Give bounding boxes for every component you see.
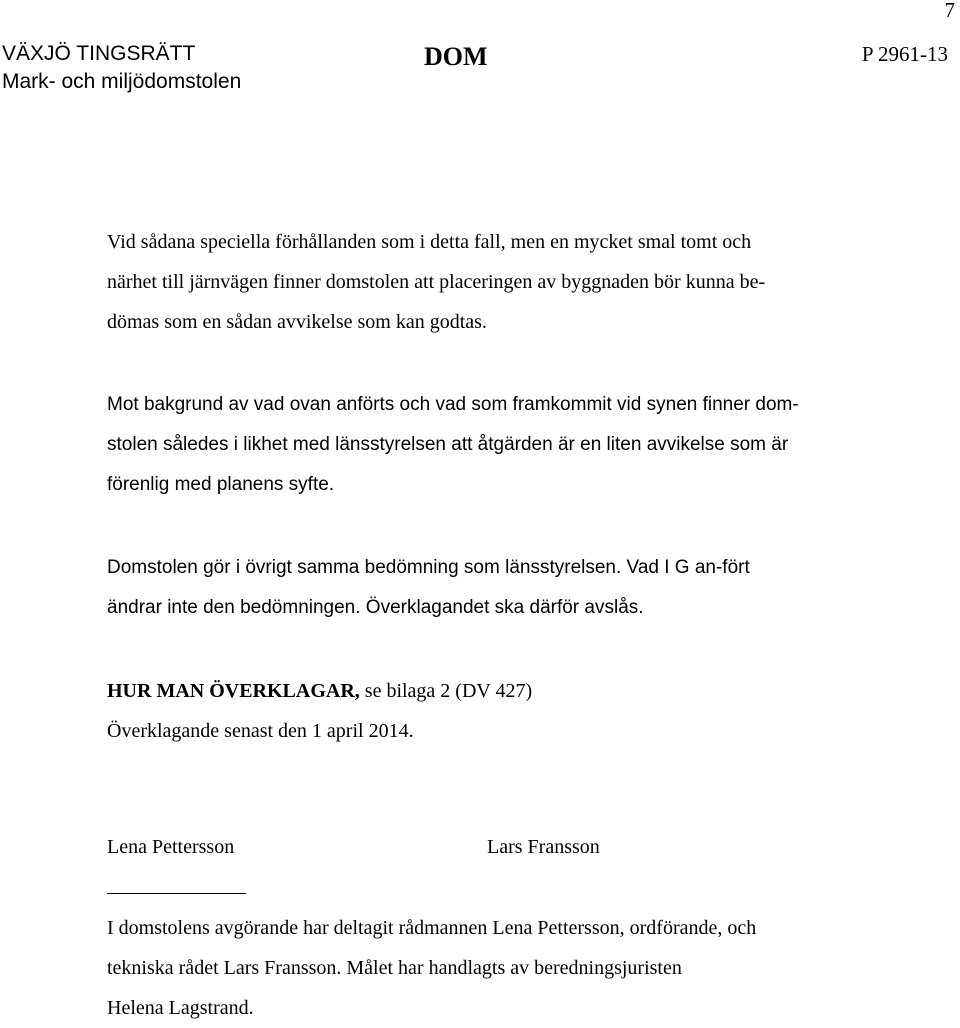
paragraph-line: förenlig med planens syfte. bbox=[107, 474, 335, 495]
paragraph-line: dömas som en sådan avvikelse som kan godtas. bbox=[107, 311, 487, 333]
appeal-deadline: Överklagande senast den 1 april 2014. bbox=[107, 720, 414, 742]
court-division: Mark- och miljödomstolen bbox=[2, 70, 242, 93]
footer-line: Helena Lagstrand. bbox=[107, 997, 254, 1019]
document-type: DOM bbox=[424, 42, 488, 71]
signature-right: Lars Fransson bbox=[487, 836, 600, 858]
paragraph-line: närhet till järnvägen finner domstolen att placeringen av byggnaden bör kunna be- bbox=[107, 271, 766, 293]
paragraph-2 bbox=[107, 385, 799, 505]
page-number: 7 bbox=[944, 0, 955, 22]
signature-left: Lena Pettersson bbox=[107, 836, 235, 858]
paragraph-line: Mot bakgrund av vad ovan anförts och vad som framkommit vid synen finner dom- bbox=[107, 394, 799, 415]
appeal-reference: se bilaga 2 (DV 427) bbox=[359, 680, 533, 702]
paragraph-1 bbox=[107, 222, 765, 342]
paragraph-line: Vid sådana speciella förhållanden som i detta fall, men en mycket smal tomt och bbox=[107, 231, 752, 253]
paragraph-line: stolen således i likhet med länsstyrelsen att åtgärden är en liten avvikelse som är bbox=[107, 434, 789, 455]
paragraph-line: Domstolen gör i övrigt samma bedömning som länsstyrelsen. Vad I G an-fört bbox=[107, 557, 750, 578]
court-name: VÄXJÖ TINGSRÄTT bbox=[2, 42, 196, 65]
footer-line: I domstolens avgörande har deltagit rådmannen Lena Pettersson, ordförande, och bbox=[107, 917, 757, 939]
footnote-divider bbox=[107, 893, 246, 894]
appeal-section bbox=[107, 671, 532, 751]
appeal-heading: HUR MAN ÖVERKLAGAR, bbox=[107, 680, 360, 702]
case-number: P 2961-13 bbox=[861, 42, 948, 66]
footer-note bbox=[107, 908, 756, 1028]
paragraph-line: ändrar inte den bedömningen. Överklagandet ska därför avslås. bbox=[107, 597, 644, 618]
footer-line: tekniska rådet Lars Fransson. Målet har handlagts av beredningsjuristen bbox=[107, 957, 682, 979]
appeal-heading-line bbox=[107, 671, 532, 711]
paragraph-3 bbox=[107, 548, 750, 628]
